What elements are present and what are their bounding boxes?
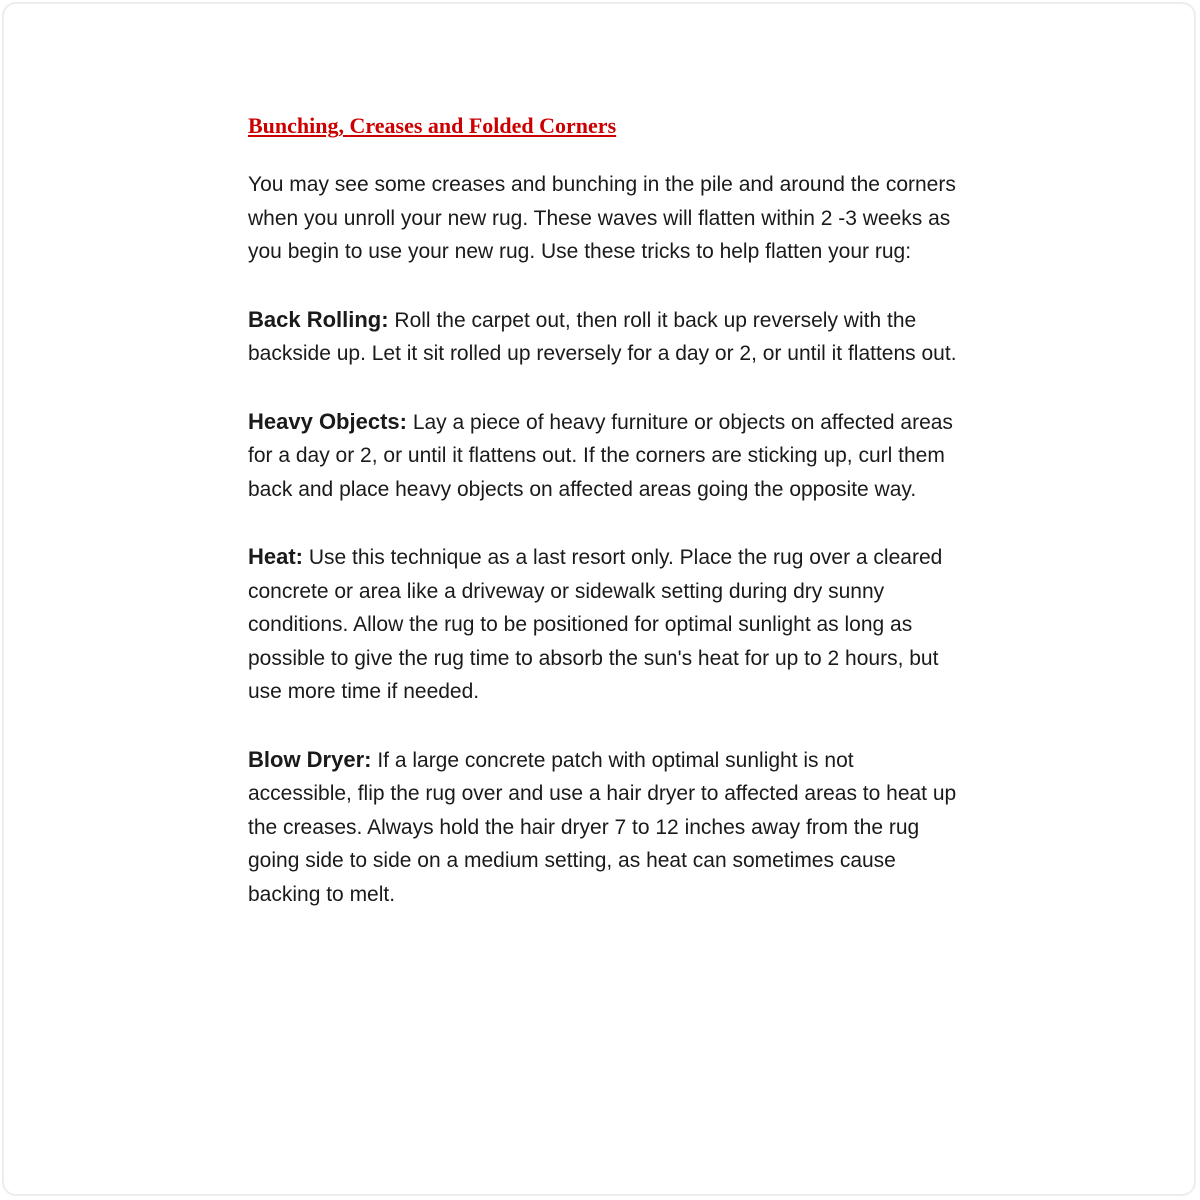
section-heavy-objects	[248, 405, 960, 507]
section-text: Lay a piece of heavy furniture or objects on affected areas for a day or 2, or until it flattens out. If the corners are sticking up, curl them back and place heavy objects on affected areas going the opposite way.	[248, 410, 953, 501]
section-label: Heat:	[248, 544, 304, 569]
document-heading: Bunching, Creases and Folded Corners	[248, 113, 617, 138]
section-text: Use this technique as a last resort only. Place the rug over a cleared concrete or area like a driveway or sidewalk setting during dry sunny conditions. Allow the rug to be positioned for optimal sunlight as long as possible to give the rug time to absorb the sun's heat for up to 2 hours, but use more time if needed.	[248, 546, 943, 703]
section-text: If a large concrete patch with optimal sunlight is not accessible, flip the rug over and use a hair dryer to affected areas to heat up the creases. Always hold the hair dryer 7 to 12 inches away from the rug going side to side on a medium setting, as heat can sometimes cause backing to melt.	[248, 748, 957, 906]
section-text: Roll the carpet out, then roll it back up reversely with the backside up. Let it sit rolled up reversely for a day or 2, or until it flattens out.	[248, 308, 957, 365]
section-label: Blow Dryer:	[248, 746, 372, 772]
section-blow-dryer	[248, 743, 960, 912]
document-body	[248, 112, 960, 945]
section-back-rolling	[248, 303, 960, 371]
section-label: Back Rolling:	[248, 306, 389, 332]
intro-paragraph: You may see some creases and bunching in the pile and around the corners when you unroll your new rug. These waves will flatten within 2 -3 weeks as you begin to use your new rug. Use these tricks to help flatten your rug:	[248, 173, 956, 263]
section-heat	[248, 540, 960, 709]
section-label: Heavy Objects:	[248, 408, 407, 434]
